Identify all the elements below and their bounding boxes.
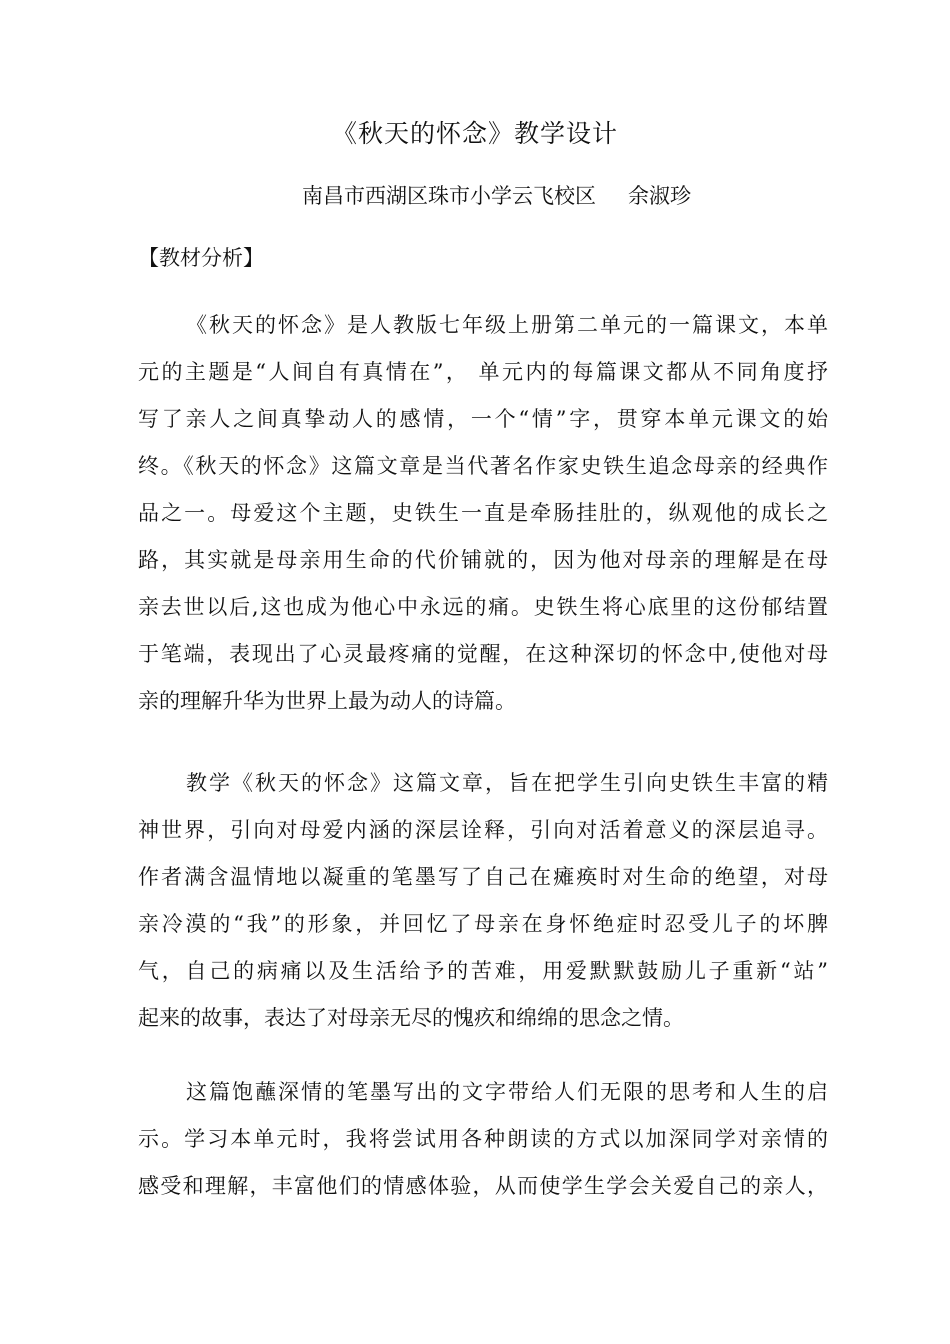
paragraph-line: 作者满含温情地以凝重的笔墨写了自己在瘫痪时对生命的绝望，对母 (138, 865, 828, 889)
document-title: 《秋天的怀念》教学设计 (331, 119, 618, 148)
paragraph-3 (138, 1069, 828, 1210)
paragraph-line: 终。《秋天的怀念》这篇文章是当代著名作家史铁生追念母亲的经典作 (138, 454, 828, 478)
paragraph-1 (138, 302, 828, 725)
paragraph-line: 元的主题是“人间自有真情在”， 单元内的每篇课文都从不同角度抒 (138, 360, 828, 384)
author-school: 南昌市西湖区珠市小学云飞校区 (302, 184, 596, 208)
paragraph-line: 亲的理解升华为世界上最为动人的诗篇。 (138, 689, 516, 713)
author-line (302, 178, 691, 214)
paragraph-line: 写了亲人之间真挚动人的感情，一个“情”字，贯穿本单元课文的始 (138, 407, 828, 431)
paragraph-line: 《秋天的怀念》是人教版七年级上册第二单元的一篇课文，本单 (186, 313, 828, 337)
author-name: 余淑珍 (628, 184, 691, 208)
paragraph-line: 于笔端，表现出了心灵最疼痛的觉醒，在这种深切的怀念中,使他对母 (138, 642, 828, 666)
paragraph-line: 亲去世以后,这也成为他心中永远的痛。史铁生将心底里的这份郁结置 (138, 595, 828, 619)
paragraph-line: 起来的故事，表达了对母亲无尽的愧疚和绵绵的思念之情。 (138, 1006, 684, 1030)
paragraph-line: 示。学习本单元时，我将尝试用各种朗读的方式以加深同学对亲情的 (138, 1127, 828, 1151)
section-heading: 【教材分析】 (138, 246, 264, 270)
paragraph-2 (138, 760, 828, 1042)
paragraph-line: 教学《秋天的怀念》这篇文章，旨在把学生引向史铁生丰富的精 (186, 771, 828, 795)
paragraph-line: 亲冷漠的“我”的形象，并回忆了母亲在身怀绝症时忍受儿子的坏脾 (138, 912, 828, 936)
paragraph-line: 神世界，引向对母爱内涵的深层诠释，引向对活着意义的深层追寻。 (138, 818, 828, 842)
paragraph-line: 气，自己的病痛以及生活给予的苦难，用爱默默鼓励儿子重新“站” (138, 959, 828, 983)
paragraph-line: 这篇饱蘸深情的笔墨写出的文字带给人们无限的思考和人生的启 (186, 1080, 828, 1104)
paragraph-line: 品之一。母爱这个主题，史铁生一直是牵肠挂肚的，纵观他的成长之 (138, 501, 828, 525)
paragraph-line: 路，其实就是母亲用生命的代价铺就的，因为他对母亲的理解是在母 (138, 548, 828, 572)
paragraph-line: 感受和理解，丰富他们的情感体验，从而使学生学会关爱自己的亲人， (138, 1174, 828, 1198)
